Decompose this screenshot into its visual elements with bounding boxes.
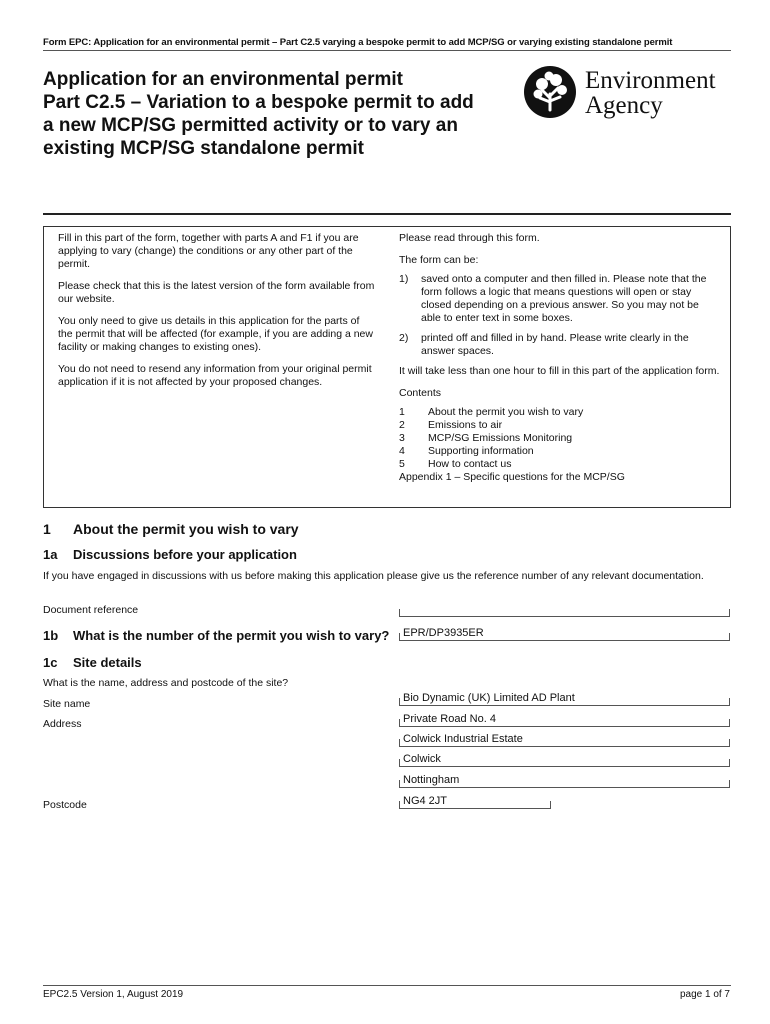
site-name-field[interactable]: Bio Dynamic (UK) Limited AD Plant xyxy=(399,692,730,706)
site-details-question: What is the name, address and postcode of the site? xyxy=(43,677,289,689)
title-line-3: a new MCP/SG permitted activity or to vary an xyxy=(43,115,458,136)
footer-page-number: page 1 of 7 xyxy=(679,989,730,1000)
list-item: 1) saved onto a computer and then filled in. Please note that the form follows a logic that means questions will open or stay closed depending on a previous answer. So you may not be able to enter text in some boxes. xyxy=(399,273,707,324)
contents-label: Contents xyxy=(399,387,442,399)
title-line-2: Part C2.5 – Variation to a bespoke permit to add xyxy=(43,92,474,113)
running-header: Form EPC: Application for an environmental permit – Part C2.5 varying a bespoke permit to add MCP/SG or varying existing standalone permit xyxy=(43,37,673,48)
section-1b-heading: 1b What is the number of the permit you wish to vary? xyxy=(43,628,390,643)
list-item: 2) printed off and filled in by hand. Please write clearly in the answer spaces. xyxy=(399,332,689,357)
postcode-field[interactable]: NG4 2JT xyxy=(399,795,551,809)
section-1a-text: If you have engaged in discussions with us before making this application please give us the reference number of any relevant documentation. xyxy=(43,570,704,582)
address-line-4-field[interactable]: Nottingham xyxy=(399,774,730,788)
section-1c-heading: 1c Site details xyxy=(43,655,142,670)
address-line-2-field[interactable]: Colwick Industrial Estate xyxy=(399,733,730,747)
page-title xyxy=(43,68,513,160)
header-rule xyxy=(43,50,731,51)
intro-left-column: Fill in this part of the form, together with parts A and F1 if you are applying to vary (change) the conditions or any other part of the permit. Please check that this is the latest version of the form available from our website. You only need to give us details in this application for the parts of the permit that will be affected (for example, if you are adding a new facility or making changes to existing ones). You do not need to resend any information from your original permit application if it is not affected by your proposed changes. xyxy=(58,232,375,388)
footer-version: EPC2.5 Version 1, August 2019 xyxy=(43,989,184,1000)
section-1a-heading: 1a Discussions before your application xyxy=(43,547,297,562)
form-options-list xyxy=(399,273,721,358)
document-reference-field[interactable] xyxy=(399,603,730,617)
logo-wordmark: Environment Agency xyxy=(585,67,716,119)
title-line-1: Application for an environmental permit xyxy=(43,69,403,90)
section-1-heading: 1 About the permit you wish to vary xyxy=(43,521,299,537)
contents-item: 5 How to contact us xyxy=(399,458,512,470)
site-name-label: Site name xyxy=(43,698,91,710)
title-line-4: existing MCP/SG standalone permit xyxy=(43,138,364,159)
contents-item: 1 About the permit you wish to vary xyxy=(399,406,584,418)
contents-item: 4 Supporting information xyxy=(399,445,534,457)
address-line-3-field[interactable]: Colwick xyxy=(399,753,730,767)
permit-number-field[interactable]: EPR/DP3935ER xyxy=(399,627,730,641)
contents-list xyxy=(399,406,721,484)
contents-item: 2 Emissions to air xyxy=(399,419,503,431)
address-line-1-field[interactable]: Private Road No. 4 xyxy=(399,713,730,727)
contents-appendix: Appendix 1 – Specific questions for the MCP/SG xyxy=(399,471,625,483)
environment-agency-logo-icon xyxy=(522,64,580,120)
postcode-label: Postcode xyxy=(43,799,87,811)
title-rule xyxy=(43,213,731,215)
intro-right-column: Please read through this form. The form can be: 1) saved onto a computer and then filled in. Please note that the form follows a logic that means questions will open or stay closed depending on a previous answer. So you may not be able to enter text in some boxes. 2) printed off and filled in by hand. Please write clearly in the answer spaces. It will take less than one hour to fill in this part of the application form. Contents 1 About the permit you wish to vary 2 Emissions to air 3 MCP/SG Emissions Monitoring 4 Supporting information 5 How to contact us Appendix 1 – Specific questions for the MCP/SG xyxy=(399,232,720,483)
footer-rule xyxy=(43,985,731,986)
contents-item: 3 MCP/SG Emissions Monitoring xyxy=(399,432,573,444)
address-label: Address xyxy=(43,718,82,730)
document-reference-label: Document reference xyxy=(43,604,139,616)
